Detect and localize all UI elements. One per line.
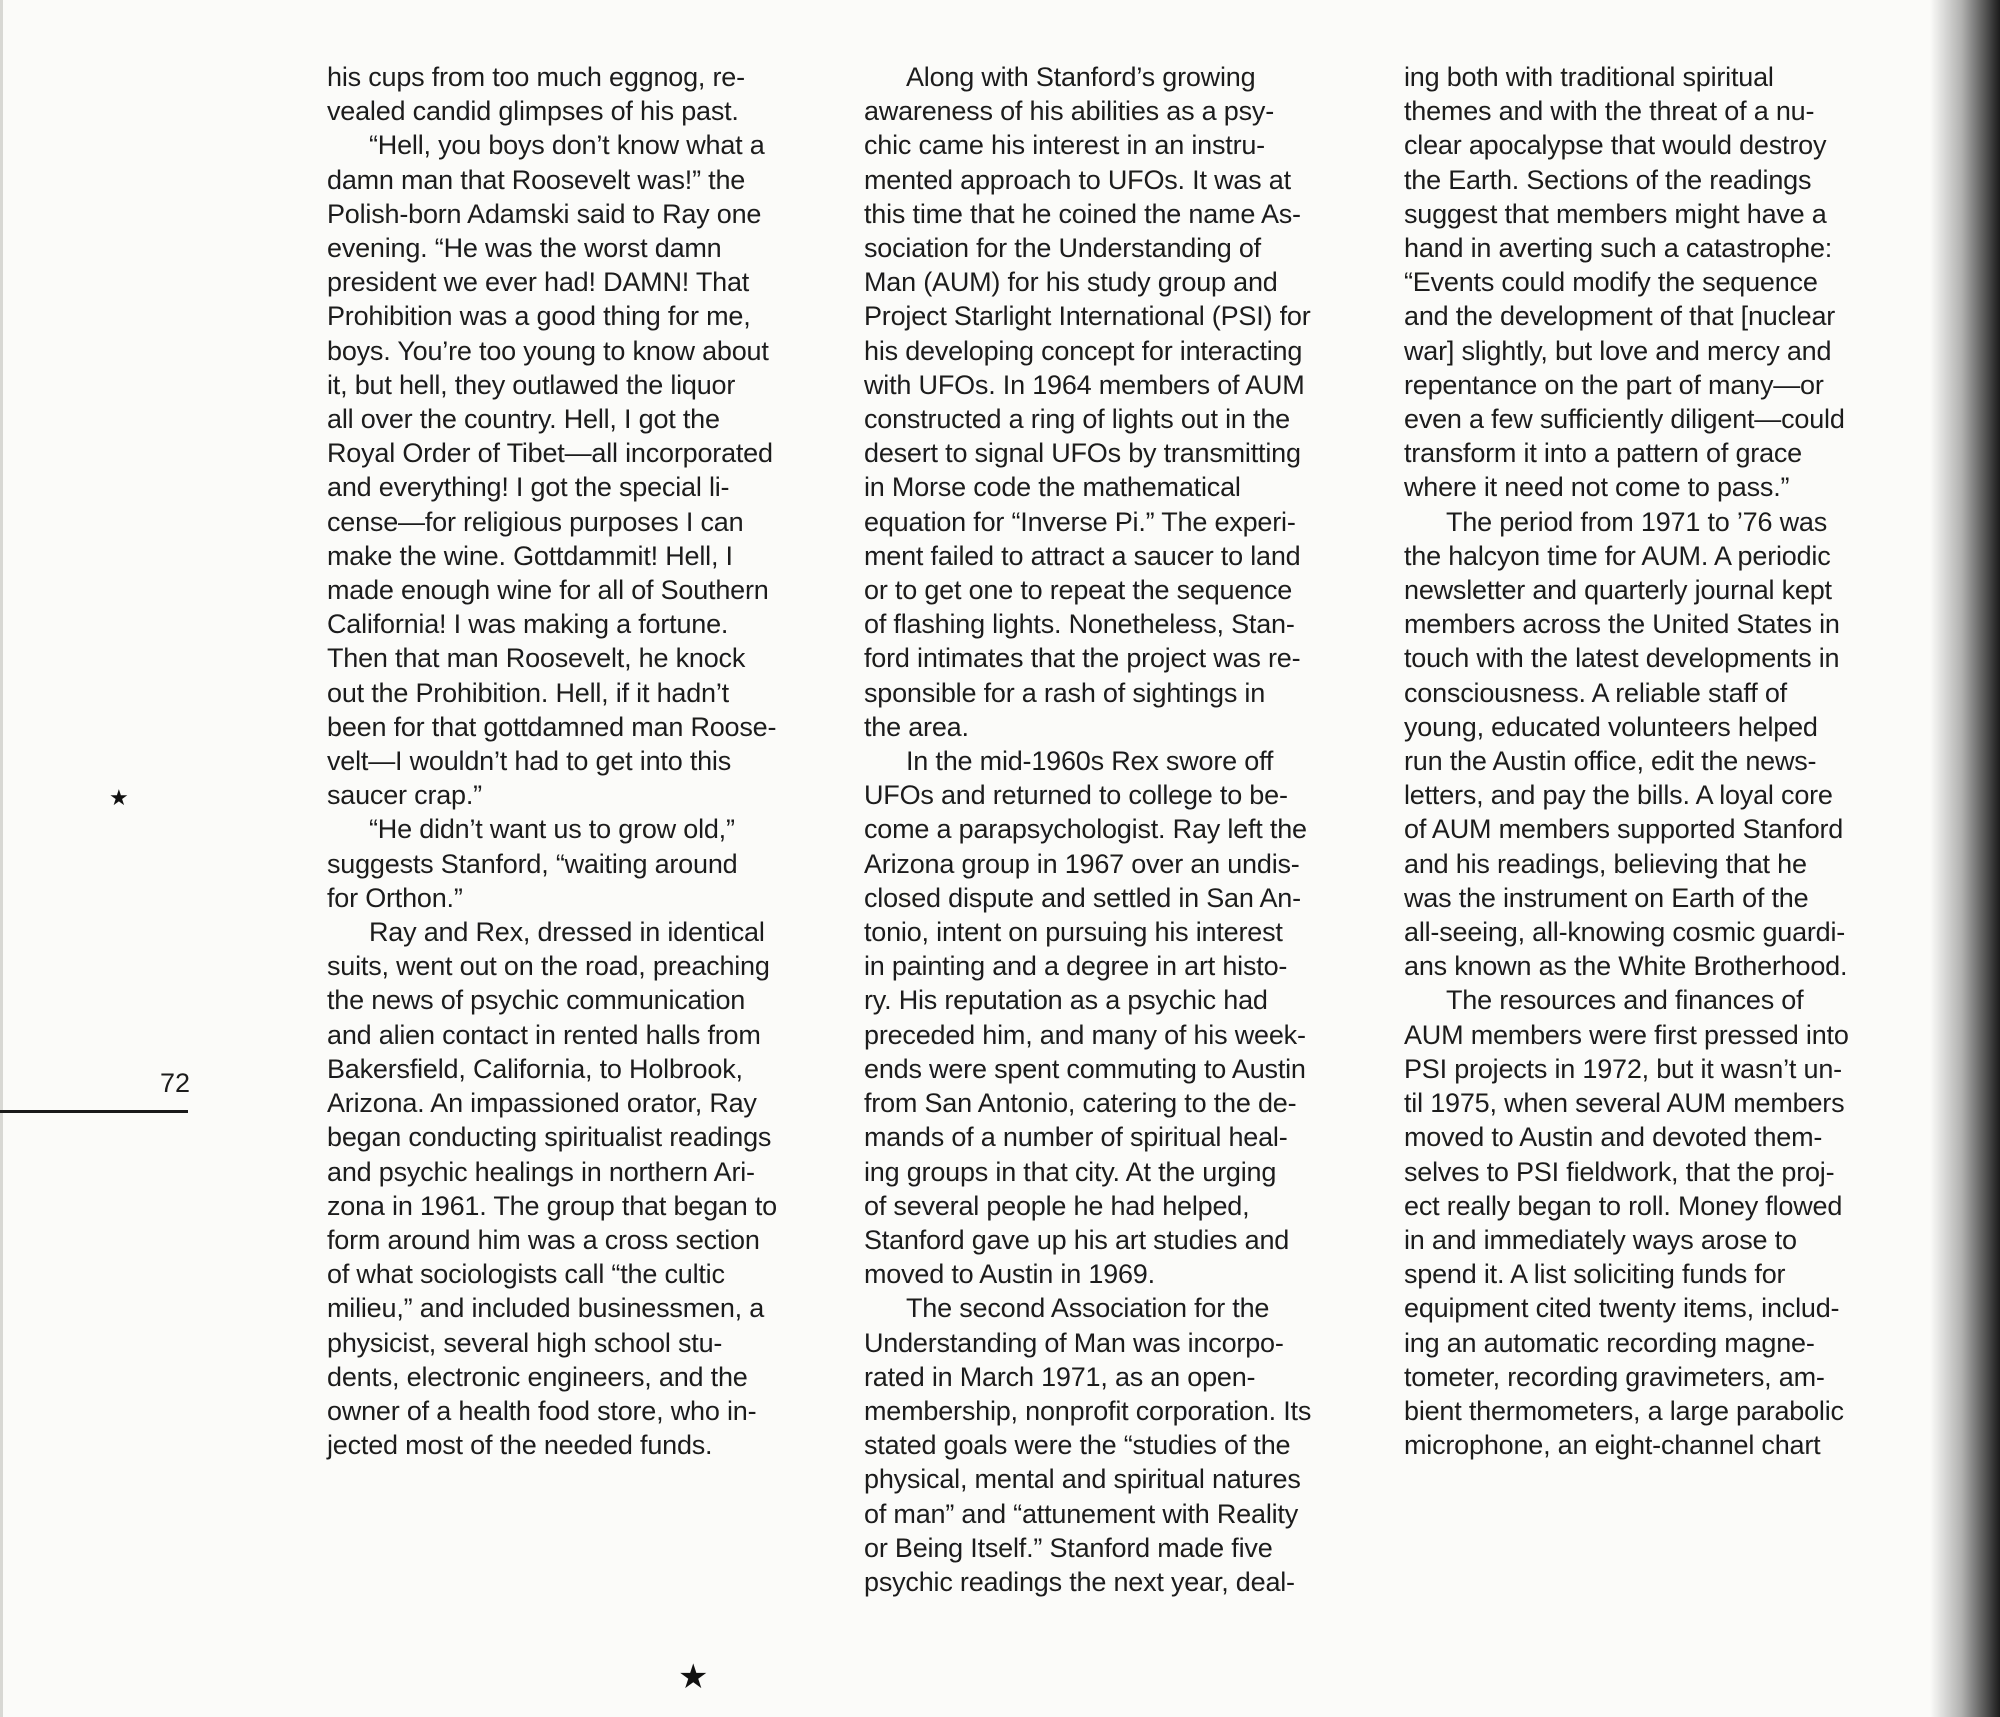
- text-line: run the Austin office, edit the news-: [1404, 746, 1817, 777]
- text-line: awareness of his abilities as a psy-: [864, 96, 1274, 127]
- text-line: ing groups in that city. At the urging: [864, 1156, 1277, 1187]
- text-line: themes and with the threat of a nu-: [1404, 96, 1815, 127]
- text-line: spend it. A list soliciting funds for: [1404, 1259, 1786, 1290]
- text-line: transform it into a pattern of grace: [1404, 438, 1802, 469]
- text-line: of what sociologists call “the cultic: [327, 1259, 725, 1290]
- text-line: Royal Order of Tibet—all incorporated: [327, 438, 773, 469]
- text-line: suggest that members might have a: [1404, 198, 1827, 229]
- text-column-3: [1404, 60, 1926, 1462]
- text-line: physical, mental and spiritual natures: [864, 1464, 1301, 1495]
- text-line: hand in averting such a catastrophe:: [1404, 233, 1833, 264]
- text-line: began conducting spiritualist readings: [327, 1122, 772, 1153]
- footer-star-icon: ★: [678, 1657, 709, 1697]
- text-line: UFOs and returned to college to be-: [864, 780, 1288, 811]
- text-line: in painting and a degree in art histo-: [864, 951, 1288, 982]
- text-line: all over the country. Hell, I got the: [327, 404, 720, 435]
- text-line: jected most of the needed funds.: [327, 1430, 713, 1461]
- text-line: war] slightly, but love and mercy and: [1404, 335, 1832, 366]
- text-line: microphone, an eight-channel chart: [1404, 1430, 1821, 1461]
- text-line: letters, and pay the bills. A loyal core: [1404, 780, 1833, 811]
- text-line: young, educated volunteers helped: [1404, 711, 1818, 742]
- text-line: desert to signal UFOs by transmitting: [864, 438, 1301, 469]
- text-line: In the mid-1960s Rex swore off: [906, 746, 1274, 777]
- text-line: Project Starlight International (PSI) for: [864, 301, 1311, 332]
- text-line: with UFOs. In 1964 members of AUM: [864, 369, 1305, 400]
- text-line: zona in 1961. The group that began to: [327, 1190, 777, 1221]
- text-line: mands of a number of spiritual heal-: [864, 1122, 1288, 1153]
- text-line: ford intimates that the project was re-: [864, 643, 1301, 674]
- text-line: and alien contact in rented halls from: [327, 1019, 761, 1050]
- text-line: it, but hell, they outlawed the liquor: [327, 369, 736, 400]
- text-line: newsletter and quarterly journal kept: [1404, 575, 1832, 606]
- text-line: and his readings, believing that he: [1404, 848, 1807, 879]
- text-line: and everything! I got the special li-: [327, 472, 730, 503]
- text-line: of several people he had helped,: [864, 1190, 1250, 1221]
- text-line: ans known as the White Brotherhood.: [1404, 951, 1848, 982]
- text-line: was the instrument on Earth of the: [1404, 882, 1809, 913]
- paragraph: [327, 812, 827, 915]
- text-line: all-seeing, all-knowing cosmic guardi-: [1404, 917, 1846, 948]
- text-line: ing an automatic recording magne-: [1404, 1327, 1815, 1358]
- page-left-edge: [0, 0, 3, 1717]
- text-line: equation for “Inverse Pi.” The experi-: [864, 506, 1296, 537]
- text-column-1: [327, 60, 827, 1462]
- text-line: from San Antonio, catering to the de-: [864, 1088, 1297, 1119]
- text-line: Along with Stanford’s growing: [906, 62, 1256, 92]
- text-line: PSI projects in 1972, but it wasn’t un-: [1404, 1053, 1842, 1084]
- text-line: ment failed to attract a saucer to land: [864, 540, 1301, 571]
- text-line: come a parapsychologist. Ray left the: [864, 814, 1307, 845]
- text-line: Stanford gave up his art studies and: [864, 1224, 1290, 1255]
- text-line: the Earth. Sections of the readings: [1404, 164, 1812, 195]
- text-line: The period from 1971 to ’76 was: [1446, 506, 1828, 537]
- paragraph: [864, 60, 1374, 744]
- text-line: ing both with traditional spiritual: [1404, 62, 1774, 92]
- page-number: 72: [160, 1068, 191, 1098]
- text-line: California! I was making a fortune.: [327, 609, 729, 640]
- text-line: Prohibition was a good thing for me,: [327, 301, 751, 332]
- margin-star-icon: ★: [109, 786, 129, 811]
- text-line: “He didn’t want us to grow old,”: [369, 814, 735, 845]
- text-line: closed dispute and settled in San An-: [864, 882, 1301, 913]
- text-line: Arizona group in 1967 over an undis-: [864, 848, 1300, 879]
- text-line: sociation for the Understanding of: [864, 233, 1261, 264]
- text-line: even a few sufficiently diligent—could: [1404, 404, 1845, 435]
- text-line: tometer, recording gravimeters, am-: [1404, 1361, 1825, 1392]
- text-line: bient thermometers, a large parabolic: [1404, 1395, 1844, 1426]
- text-line: and psychic healings in northern Ari-: [327, 1156, 755, 1187]
- text-line: this time that he coined the name As-: [864, 198, 1301, 229]
- text-line: form around him was a cross section: [327, 1224, 760, 1255]
- text-line: mented approach to UFOs. It was at: [864, 164, 1291, 195]
- text-line: suggests Stanford, “waiting around: [327, 848, 738, 879]
- text-line: repentance on the part of many—or: [1404, 369, 1824, 400]
- text-line: saucer crap.”: [327, 780, 482, 811]
- text-line: dents, electronic engineers, and the: [327, 1361, 748, 1392]
- text-line: boys. You’re too young to know about: [327, 335, 769, 366]
- text-line: moved to Austin in 1969.: [864, 1259, 1155, 1290]
- gutter-shadow: [1930, 0, 2000, 1717]
- text-line: velt—I wouldn’t had to get into this: [327, 746, 732, 777]
- text-line: where it need not come to pass.”: [1404, 472, 1790, 503]
- text-line: been for that gottdamned man Roose-: [327, 711, 777, 742]
- text-line: and the development of that [nuclear: [1404, 301, 1836, 332]
- text-line: cense—for religious purposes I can: [327, 506, 744, 537]
- text-line: Bakersfield, California, to Holbrook,: [327, 1053, 743, 1084]
- text-line: moved to Austin and devoted them-: [1404, 1122, 1823, 1153]
- text-line: his developing concept for interacting: [864, 335, 1303, 366]
- text-line: Ray and Rex, dressed in identical: [369, 917, 765, 948]
- text-line: “Hell, you boys don’t know what a: [369, 130, 765, 161]
- page-number-rule: [0, 1110, 188, 1113]
- text-line: his cups from too much eggnog, re-: [327, 62, 745, 92]
- text-line: of man” and “attunement with Reality: [864, 1498, 1299, 1529]
- text-line: of AUM members supported Stanford: [1404, 814, 1844, 845]
- paragraph: [327, 915, 827, 1462]
- text-line: sponsible for a rash of sightings in: [864, 677, 1266, 708]
- text-line: psychic readings the next year, deal-: [864, 1566, 1295, 1597]
- text-line: rated in March 1971, as an open-: [864, 1361, 1256, 1392]
- text-line: of flashing lights. Nonetheless, Stan-: [864, 609, 1295, 640]
- text-line: til 1975, when several AUM members: [1404, 1088, 1845, 1119]
- text-line: make the wine. Gottdammit! Hell, I: [327, 540, 733, 571]
- text-line: Polish-born Adamski said to Ray one: [327, 198, 762, 229]
- text-line: Arizona. An impassioned orator, Ray: [327, 1088, 757, 1119]
- text-line: made enough wine for all of Southern: [327, 575, 769, 606]
- text-line: tonio, intent on pursuing his interest: [864, 917, 1283, 948]
- paragraph: [327, 128, 827, 812]
- text-line: equipment cited twenty items, includ-: [1404, 1293, 1840, 1324]
- text-line: Then that man Roosevelt, he knock: [327, 643, 746, 674]
- text-line: stated goals were the “studies of the: [864, 1430, 1291, 1461]
- text-line: AUM members were first pressed into: [1404, 1019, 1849, 1050]
- text-line: Understanding of Man was incorpo-: [864, 1327, 1284, 1358]
- text-line: membership, nonprofit corporation. Its: [864, 1395, 1312, 1426]
- text-line: consciousness. A reliable staff of: [1404, 677, 1787, 708]
- text-line: vealed candid glimpses of his past.: [327, 96, 739, 127]
- text-line: constructed a ring of lights out in the: [864, 404, 1290, 435]
- text-line: or Being Itself.” Stanford made five: [864, 1532, 1273, 1563]
- paragraph: [864, 744, 1374, 1291]
- text-line: the news of psychic communication: [327, 985, 746, 1016]
- text-line: the area.: [864, 711, 969, 742]
- text-line: Man (AUM) for his study group and: [864, 267, 1278, 298]
- text-line: ends were spent commuting to Austin: [864, 1053, 1306, 1084]
- text-line: preceded him, and many of his week-: [864, 1019, 1306, 1050]
- paragraph: [1404, 60, 1926, 505]
- text-line: touch with the latest developments in: [1404, 643, 1840, 674]
- text-line: owner of a health food store, who in-: [327, 1395, 757, 1426]
- text-line: physicist, several high school stu-: [327, 1327, 723, 1358]
- text-line: or to get one to repeat the sequence: [864, 575, 1293, 606]
- paragraph: [327, 60, 827, 128]
- text-line: in Morse code the mathematical: [864, 472, 1241, 503]
- paragraph: [1404, 983, 1926, 1462]
- text-line: evening. “He was the worst damn: [327, 233, 722, 264]
- text-line: president we ever had! DAMN! That: [327, 267, 750, 298]
- paragraph: [1404, 505, 1926, 984]
- text-line: clear apocalypse that would destroy: [1404, 130, 1827, 161]
- text-line: The resources and finances of: [1446, 985, 1804, 1016]
- paragraph: [864, 1291, 1374, 1599]
- text-line: The second Association for the: [906, 1293, 1270, 1324]
- text-line: ect really began to roll. Money flowed: [1404, 1190, 1843, 1221]
- text-line: members across the United States in: [1404, 609, 1840, 640]
- text-line: suits, went out on the road, preaching: [327, 951, 770, 982]
- text-line: out the Prohibition. Hell, if it hadn’t: [327, 677, 729, 708]
- text-line: selves to PSI fieldwork, that the proj-: [1404, 1156, 1835, 1187]
- text-column-2: [864, 60, 1374, 1599]
- text-line: “Events could modify the sequence: [1404, 267, 1818, 298]
- text-line: damn man that Roosevelt was!” the: [327, 164, 746, 195]
- text-line: milieu,” and included businessmen, a: [327, 1293, 765, 1324]
- text-line: the halcyon time for AUM. A periodic: [1404, 540, 1831, 571]
- text-line: ry. His reputation as a psychic had: [864, 985, 1268, 1016]
- text-line: chic came his interest in an instru-: [864, 130, 1265, 161]
- text-line: for Orthon.”: [327, 882, 463, 913]
- text-line: in and immediately ways arose to: [1404, 1224, 1797, 1255]
